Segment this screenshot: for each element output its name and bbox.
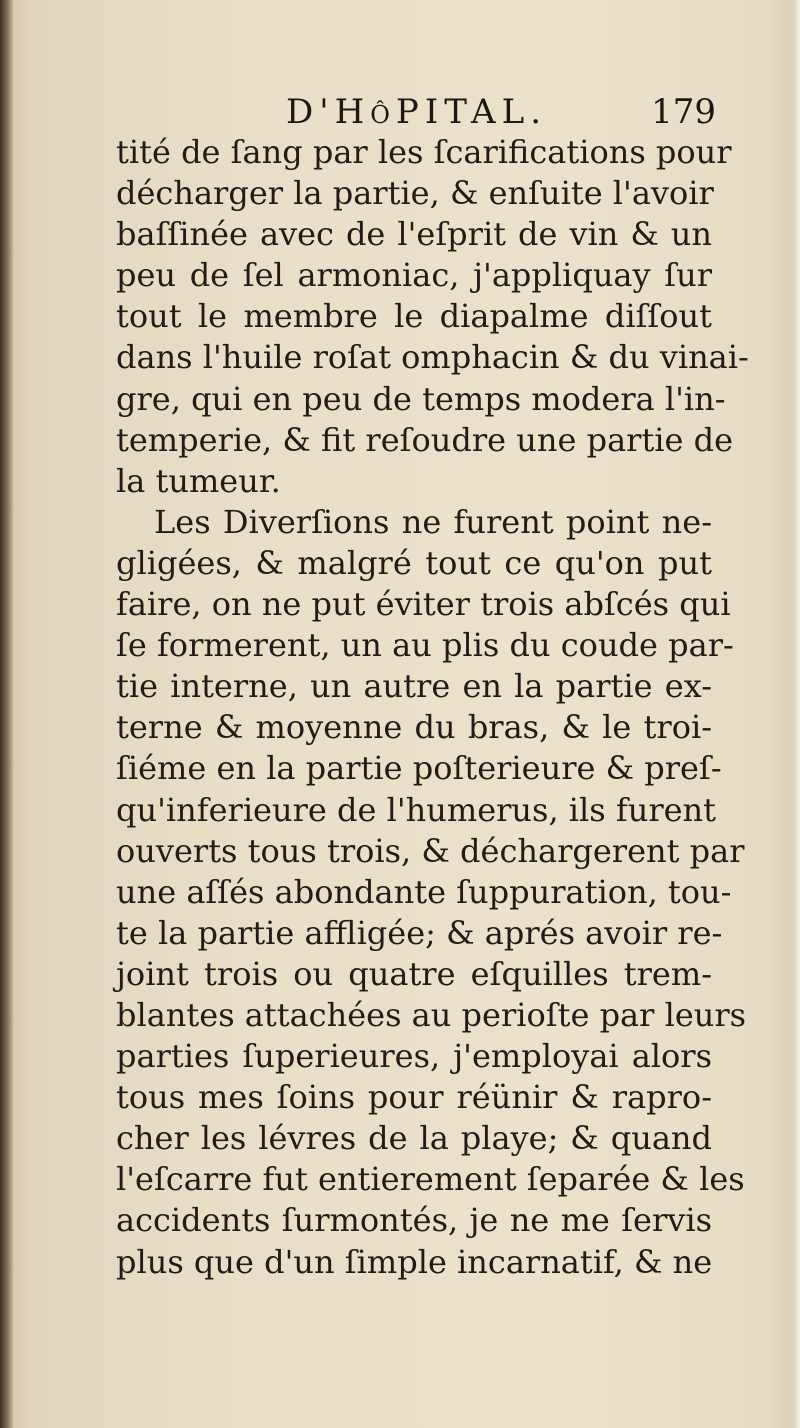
- text-line: qu'inferieure de l'humerus, ils furent: [116, 790, 717, 829]
- text-line: blantes attachées au perioſte par leurs: [116, 995, 747, 1034]
- text-line: l'eſcarre fut entierement ſeparée & les: [116, 1160, 745, 1199]
- body-text: [116, 132, 749, 1283]
- text-line: baſſinée avec de l'eſprit de vin & un: [116, 215, 712, 254]
- text-line: Les Diverſions ne furent point ne-: [154, 502, 712, 541]
- text-line: gligées, & malgré tout ce qu'on put: [116, 543, 712, 582]
- text-line: tous mes ſoins pour réünir & rapro-: [116, 1078, 712, 1117]
- text-line: plus que d'un ſimple incarnatif, & ne: [116, 1242, 713, 1281]
- text-line: joint trois ou quatre eſquilles trem-: [116, 954, 712, 993]
- running-head: D'HôPITAL.: [286, 92, 547, 132]
- text-line: parties ſuperieures, j'employai alors: [116, 1037, 712, 1076]
- text-line: terne & moyenne du bras, & le troi-: [116, 708, 712, 747]
- text-line: te la partie affligée; & aprés avoir re-: [116, 913, 723, 952]
- text-line: décharger la partie, & enſuite l'avoir: [116, 174, 714, 213]
- binding-shadow: [0, 0, 14, 1428]
- text-line: dans l'huile roſat omphacin & du vinai-: [116, 338, 749, 377]
- text-line: peu de ſel armoniac, j'appliquay ſur: [116, 256, 712, 295]
- page-number: 179: [651, 92, 716, 132]
- text-line: tout le membre le diapalme diſſout: [116, 297, 712, 336]
- text-line: ſe formerent, un au plis du coude par-: [116, 626, 734, 665]
- page-edge: [790, 0, 800, 1428]
- text-line: tité de ſang par les ſcarifications pour: [116, 133, 732, 171]
- text-line: une aſſés abondante ſuppuration, tou-: [116, 872, 732, 911]
- text-line: temperie, & fit reſoudre une partie de: [116, 420, 734, 459]
- text-line: ouverts tous trois, & déchargerent par: [116, 831, 745, 870]
- text-line: la tumeur.: [116, 461, 281, 500]
- page-header: [116, 88, 716, 138]
- text-line: tie interne, un autre en la partie ex-: [116, 667, 712, 706]
- text-line: accidents ſurmontés, je ne me ſervis: [116, 1201, 712, 1240]
- text-line: faire, on ne put éviter trois abſcés qui: [116, 585, 731, 624]
- text-line: ſiéme en la partie poſterieure & preſ-: [116, 749, 722, 788]
- text-line: cher les lévres de la playe; & quand: [116, 1119, 712, 1158]
- text-line: gre, qui en peu de temps modera l'in-: [116, 379, 726, 418]
